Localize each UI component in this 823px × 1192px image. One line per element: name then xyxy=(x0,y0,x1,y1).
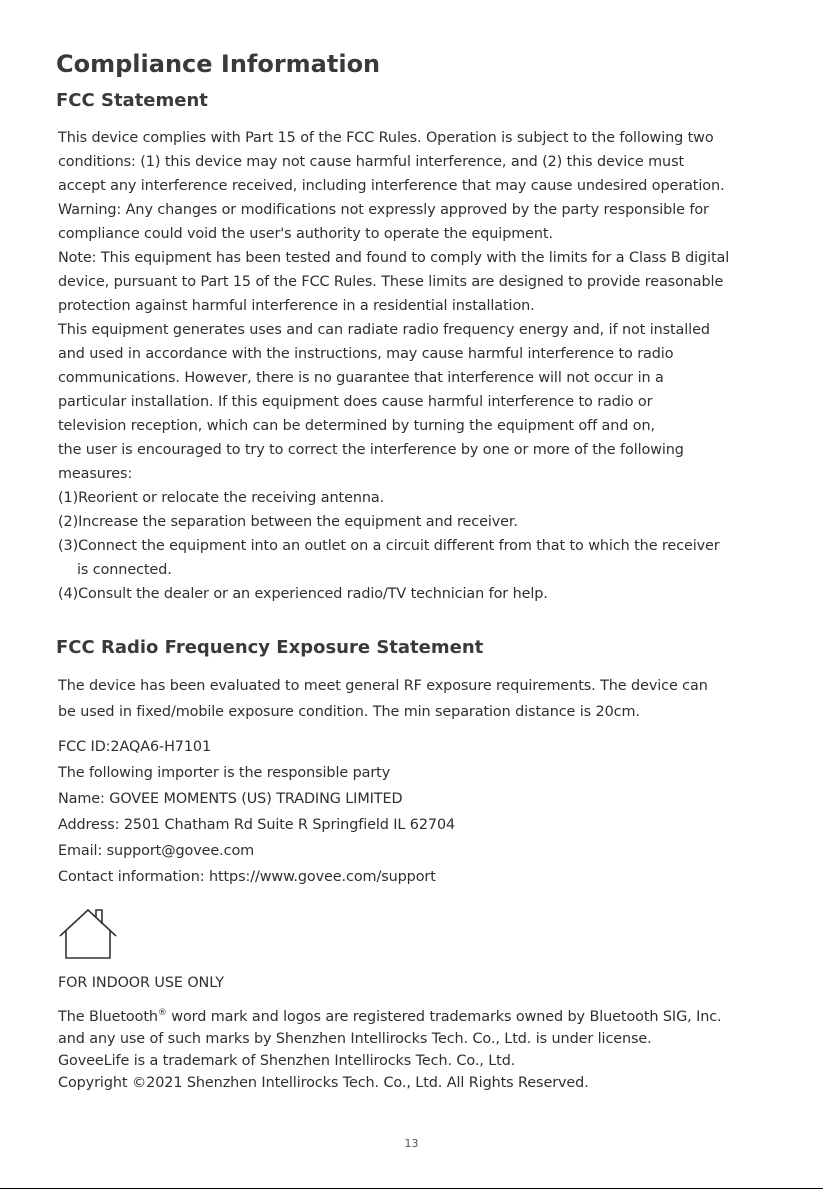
fcc-statement-heading: FCC Statement xyxy=(56,90,208,111)
body-line: conditions: (1) this device may not cause harmful interference, and (2) this device must xyxy=(58,154,685,170)
body-line: television reception, which can be determined by turning the equipment off and on, xyxy=(58,418,655,434)
body-line: Warning: Any changes or modifications not expressly approved by the party responsible for xyxy=(58,202,709,218)
bluetooth-word: The Bluetooth xyxy=(58,1008,158,1025)
bluetooth-trademark-text: word mark and logos are registered trademarks owned by Bluetooth SIG, Inc. xyxy=(166,1008,722,1025)
body-line: This equipment generates uses and can radiate radio frequency energy and, if not installed xyxy=(58,322,710,338)
measure-item: (3)Connect the equipment into an outlet on a circuit different from that to which the receiver xyxy=(58,538,720,554)
bottom-divider xyxy=(0,1188,823,1189)
body-line: This device complies with Part 15 of the FCC Rules. Operation is subject to the following two xyxy=(58,130,714,146)
body-line: communications. However, there is no guarantee that interference will not occur in a xyxy=(58,370,664,386)
importer-note: The following importer is the responsible party xyxy=(58,765,391,781)
page-number: 13 xyxy=(404,1137,419,1150)
bluetooth-trademark-line xyxy=(58,1008,722,1025)
indoor-use-label: FOR INDOOR USE ONLY xyxy=(58,975,224,991)
body-line: measures: xyxy=(58,466,133,482)
house-icon xyxy=(56,906,120,962)
body-line: device, pursuant to Part 15 of the FCC Rules. These limits are designed to provide reasonable xyxy=(58,274,724,290)
body-line: particular installation. If this equipment does cause harmful interference to radio or xyxy=(58,394,653,410)
importer-name: Name: GOVEE MOMENTS (US) TRADING LIMITED xyxy=(58,791,403,807)
body-line: The device has been evaluated to meet general RF exposure requirements. The device can xyxy=(58,678,708,694)
registered-mark: ® xyxy=(157,1008,167,1018)
body-line: compliance could void the user's authority to operate the equipment. xyxy=(58,226,553,242)
copyright-line: Copyright ©2021 Shenzhen Intellirocks Tech. Co., Ltd. All Rights Reserved. xyxy=(58,1075,589,1091)
body-line: accept any interference received, including interference that may cause undesired operation. xyxy=(58,178,725,194)
importer-address: Address: 2501 Chatham Rd Suite R Springfield IL 62704 xyxy=(58,817,456,833)
body-line: the user is encouraged to try to correct the interference by one or more of the following xyxy=(58,442,684,458)
measure-item: (1)Reorient or relocate the receiving antenna. xyxy=(58,490,385,506)
fcc-id: FCC ID:2AQA6-H7101 xyxy=(58,739,212,755)
license-line: and any use of such marks by Shenzhen Intellirocks Tech. Co., Ltd. is under license. xyxy=(58,1031,652,1047)
measure-item: (2)Increase the separation between the equipment and receiver. xyxy=(58,514,518,530)
measure-item-continuation: is connected. xyxy=(77,562,172,578)
body-line: Note: This equipment has been tested and found to comply with the limits for a Class B digital xyxy=(58,250,730,266)
rf-exposure-heading: FCC Radio Frequency Exposure Statement xyxy=(56,637,484,658)
contact-info: Contact information: https://www.govee.com/support xyxy=(58,869,436,885)
measure-item: (4)Consult the dealer or an experienced radio/TV technician for help. xyxy=(58,586,548,602)
page-title: Compliance Information xyxy=(56,50,381,78)
goveelife-trademark-line: GoveeLife is a trademark of Shenzhen Intellirocks Tech. Co., Ltd. xyxy=(58,1053,516,1069)
body-line: and used in accordance with the instructions, may cause harmful interference to radio xyxy=(58,346,674,362)
body-line: be used in fixed/mobile exposure condition. The min separation distance is 20cm. xyxy=(58,704,640,720)
support-email: Email: support@govee.com xyxy=(58,843,255,859)
body-line: protection against harmful interference in a residential installation. xyxy=(58,298,535,314)
